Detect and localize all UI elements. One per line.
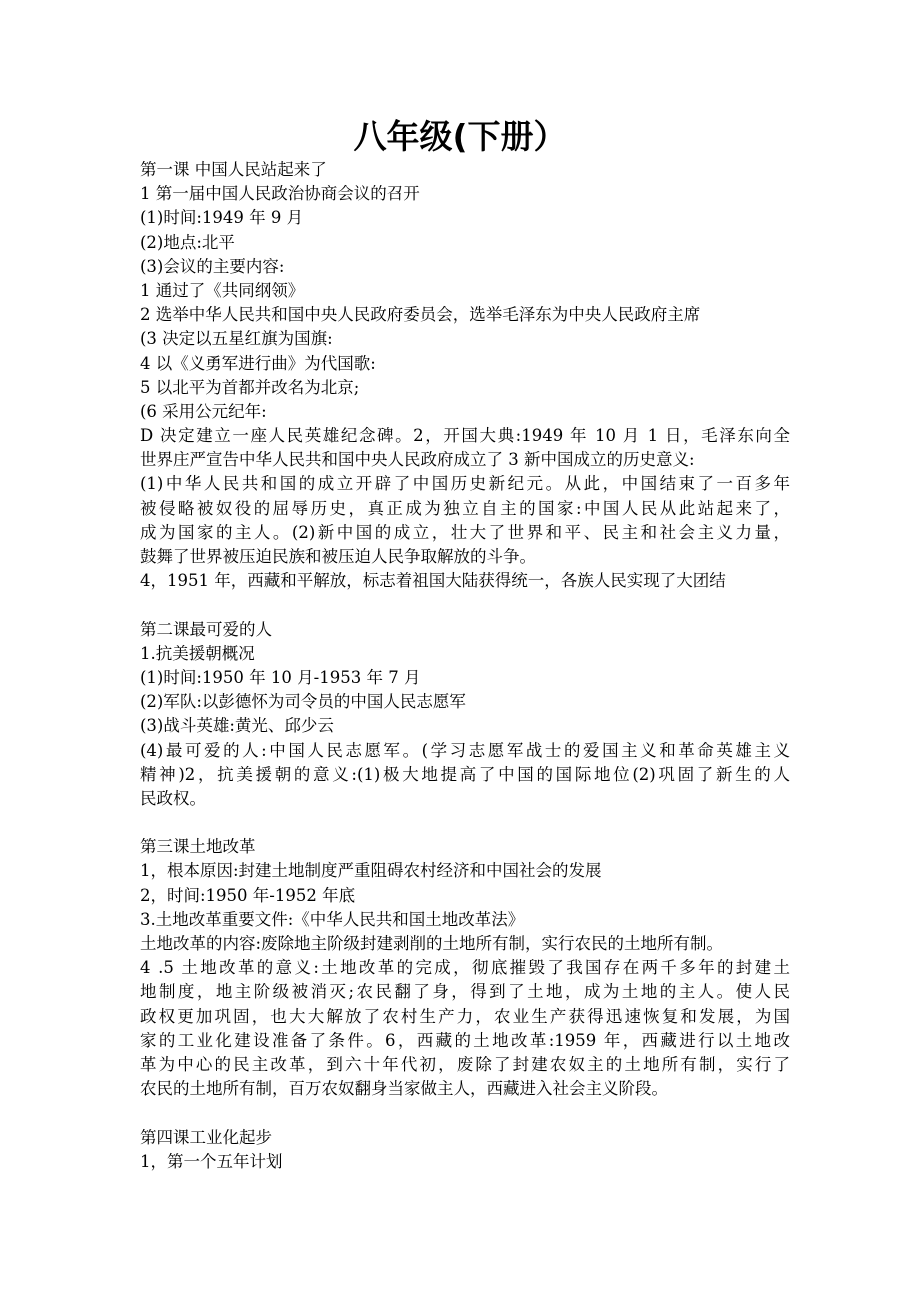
lesson1-line: 被侵略被奴役的屈辱历史，真正成为独立自主的国家:中国人民从此站起来了， xyxy=(140,498,790,518)
lesson1-line: (1)中华人民共和国的成立开辟了中国历史新纪元。从此，中国结束了一百多年 xyxy=(140,474,790,494)
document-body xyxy=(140,158,790,1174)
lesson1-line: 4，1951 年，西藏和平解放，标志着祖国大陆获得统一，各族人民实现了大团结 xyxy=(140,571,726,591)
lesson1-line: 2 选举中华人民共和国中央人民政府委员会，选举毛泽东为中央人民政府主席 xyxy=(140,305,701,325)
section-gap xyxy=(140,1101,790,1125)
lesson1-line: 1 通过了《共同纲领》 xyxy=(140,280,305,300)
lesson1-line: 成为国家的主人。(2)新中国的成立，壮大了世界和平、民主和社会主义力量， xyxy=(140,522,790,542)
lesson1-line: (3 决定以五星红旗为国旗: xyxy=(140,329,333,349)
lesson3-line: 地制度，地主阶级被消灭;农民翻了身，得到了土地，成为土地的主人。使人民 xyxy=(140,982,790,1002)
lesson2-line: (4)最可爱的人:中国人民志愿军。(学习志愿军战士的爱国主义和革命英雄主义 xyxy=(140,740,790,760)
lesson2-line: (2)军队:以彭德怀为司令员的中国人民志愿军 xyxy=(140,692,466,712)
lesson4-line: 1，第一个五年计划 xyxy=(140,1151,283,1171)
lesson3-line: 1，根本原因:封建土地制度严重阻碍农村经济和中国社会的发展 xyxy=(140,861,602,881)
lesson1-heading: 第一课 中国人民站起来了 xyxy=(140,160,327,179)
lesson3-line: 政权更加巩固，也大大解放了农村生产力，农业生产获得迅速恢复和发展，为国 xyxy=(140,1006,790,1026)
lesson1-line: 1 第一届中国人民政治协商会议的召开 xyxy=(140,184,420,204)
lesson2-line: 精神)2，抗美援朝的意义:(1)极大地提高了中国的国际地位(2)巩固了新生的人 xyxy=(140,764,790,784)
lesson1-line: D 决定建立一座人民英雄纪念碑。2，开国大典:1949 年 10 月 1 日，毛泽东向全 xyxy=(140,426,790,446)
lesson2-heading: 第二课最可爱的人 xyxy=(140,619,272,639)
lesson1-line: (3)会议的主要内容: xyxy=(140,256,285,276)
lesson3-heading: 第三课土地改革 xyxy=(140,837,256,857)
lesson3-line: 4 .5 土地改革的意义:土地改革的完成，彻底摧毁了我国存在两千多年的封建土 xyxy=(140,958,790,978)
lesson3-line: 革为中心的民主改革，到六十年代初，废除了封建农奴主的土地所有制，实行了 xyxy=(140,1054,790,1074)
lesson2-line: (3)战斗英雄:黄光、邱少云 xyxy=(140,716,334,736)
lesson1-line: 世界庄严宣告中华人民共和国中央人民政府成立了 3 新中国成立的历史意义: xyxy=(140,450,695,470)
section-gap xyxy=(140,811,790,835)
lesson3-line: 3.土地改革重要文件:《中华人民共和国土地改革法》 xyxy=(140,909,525,929)
lesson2-line: 1.抗美援朝概况 xyxy=(140,643,255,663)
lesson1-line: (2)地点:北平 xyxy=(140,232,235,252)
lesson3-line: 家的工业化建设准备了条件。6，西藏的土地改革:1959 年，西藏进行以土地改 xyxy=(140,1030,790,1050)
document-title: 八年级(下册） xyxy=(353,117,567,156)
lesson3-line: 农民的土地所有制，百万农奴翻身当家做主人，西藏进入社会主义阶段。 xyxy=(140,1079,668,1099)
lesson1-line: (1)时间:1949 年 9 月 xyxy=(140,208,304,228)
lesson3-line: 土地改革的内容:废除地主阶级封建剥削的土地所有制，实行农民的土地所有制。 xyxy=(140,934,724,953)
lesson2-line: (1)时间:1950 年 10 月-1953 年 7 月 xyxy=(140,667,421,687)
lesson4-heading: 第四课工业化起步 xyxy=(140,1127,272,1147)
section-gap xyxy=(140,593,790,617)
lesson1-line: 5 以北平为首都并改名为北京; xyxy=(140,377,360,397)
lesson3-line: 2，时间:1950 年-1952 年底 xyxy=(140,885,356,905)
lesson1-line: 鼓舞了世界被压迫民族和被压迫人民争取解放的斗争。 xyxy=(140,547,536,566)
lesson1-line: (6 采用公元纪年: xyxy=(140,401,267,421)
lesson1-line: 4 以《义勇军进行曲》为代国歌: xyxy=(140,353,376,373)
lesson2-line: 民政权。 xyxy=(140,788,206,808)
